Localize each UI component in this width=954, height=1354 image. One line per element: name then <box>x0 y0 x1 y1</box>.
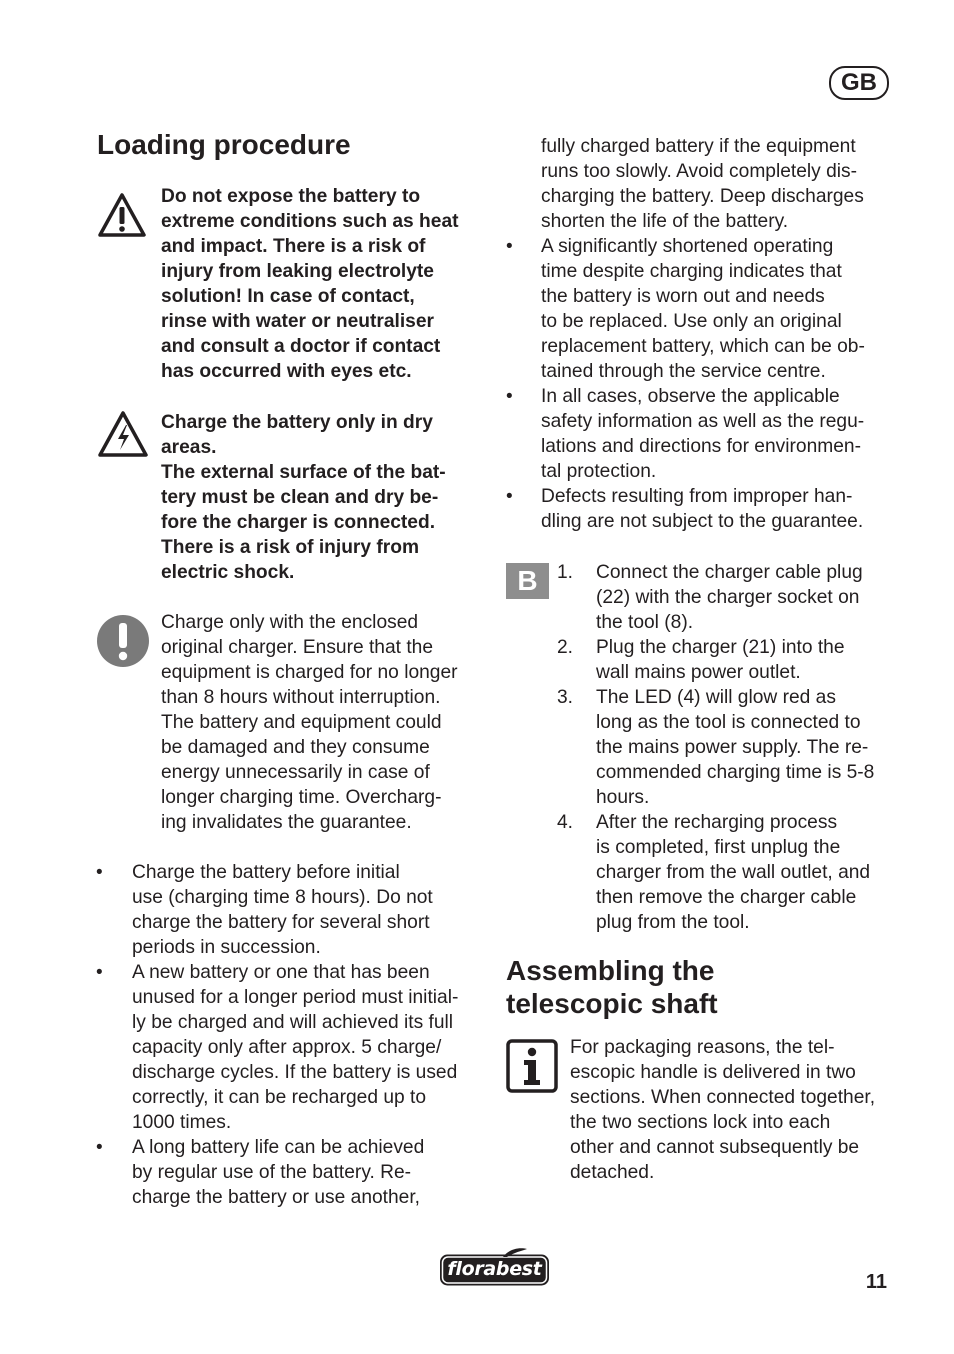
bullet-marker: • <box>506 386 513 407</box>
step-number: 4. <box>557 812 574 833</box>
info-icon <box>506 1039 558 1093</box>
caution-exclamation-icon <box>96 614 150 668</box>
bullet-item: Defects resulting from improper han- dling are not subject to the guarantee. <box>541 486 864 532</box>
bullet-marker: • <box>96 862 103 883</box>
caution-charger-text: Charge only with the enclosed original charger. Ensure that the equipment is charged for no longer than 8 hours without interruption. The battery and equipment could be damaged and they consume energy unnecessarily in case of longer charging time. Overcharg- ing invalidates the guarantee. <box>161 612 458 833</box>
step-number: 3. <box>557 687 574 708</box>
step-text: Plug the charger (21) into the wall mains power outlet. <box>596 637 845 683</box>
language-badge: GB <box>829 66 889 100</box>
brand-logo: florabest <box>439 1247 550 1287</box>
step-number: 2. <box>557 637 574 658</box>
bullet-marker: • <box>506 236 513 257</box>
warning-electric-text: Charge the battery only in dry areas. The external surface of the bat- tery must be clean and dry be- fore the charger is connected. There is a risk of injury from electric shock. <box>161 412 446 583</box>
electric-warning-icon <box>97 410 149 458</box>
info-text: For packaging reasons, the tel- escopic handle is delivered in two sections. When connected together, the two sections lock into each other and cannot subsequently be detached. <box>570 1037 876 1183</box>
bullet-item: Charge the battery before initial use (charging time 8 hours). Do not charge the battery for several short periods in succession. <box>132 862 433 958</box>
bullet-item: A long battery life can be achieved by regular use of the battery. Re- charge the battery or use another, <box>132 1137 425 1208</box>
page-number: 11 <box>865 1271 887 1293</box>
bullet-item: A significantly shortened operating time despite charging indicates that the battery is worn out and needs to be replaced. Use only an original replacement battery, which can be ob- tained through the service centre. <box>541 236 865 382</box>
bullet-marker: • <box>506 486 513 507</box>
figure-reference-badge: B <box>506 563 549 599</box>
warning-triangle-icon <box>97 192 147 238</box>
step-text: The LED (4) will glow red as long as the tool is connected to the mains power supply. The re- commended charging time is 5-8 hours. <box>596 687 875 808</box>
bullet-marker: • <box>96 1137 103 1158</box>
warning-impact-text: Do not expose the battery to extreme conditions such as heat and impact. There is a risk of injury from leaking electrolyte solution! In case of contact, rinse with water or neutraliser and consult a doctor if contact has occurred with eyes etc. <box>161 186 459 382</box>
bullet-item: A new battery or one that has been unused for a longer period must initial- ly be charged and will achieved its full capacity only after approx. 5 charge/ discharge cycles. If the battery is used correctly, it can be recharged up to 1000 times. <box>132 962 459 1133</box>
bullet-continuation: fully charged battery if the equipment runs too slowly. Avoid completely dis- charging the battery. Deep discharges shorten the life of the battery. <box>541 136 864 232</box>
bullet-marker: • <box>96 962 103 983</box>
step-text: Connect the charger cable plug (22) with the charger socket on the tool (8). <box>596 562 863 633</box>
section-title-loading: Loading procedure <box>97 129 351 160</box>
section-title-assembling: Assembling the telescopic shaft <box>506 955 718 1019</box>
step-text: After the recharging process is completed, first unplug the charger from the wall outlet, and then remove the charger cable plug from the tool. <box>596 812 871 933</box>
bullet-item: In all cases, observe the applicable safety information as well as the regu- lations and directions for environmen- tal protection. <box>541 386 865 482</box>
step-number: 1. <box>557 562 574 583</box>
